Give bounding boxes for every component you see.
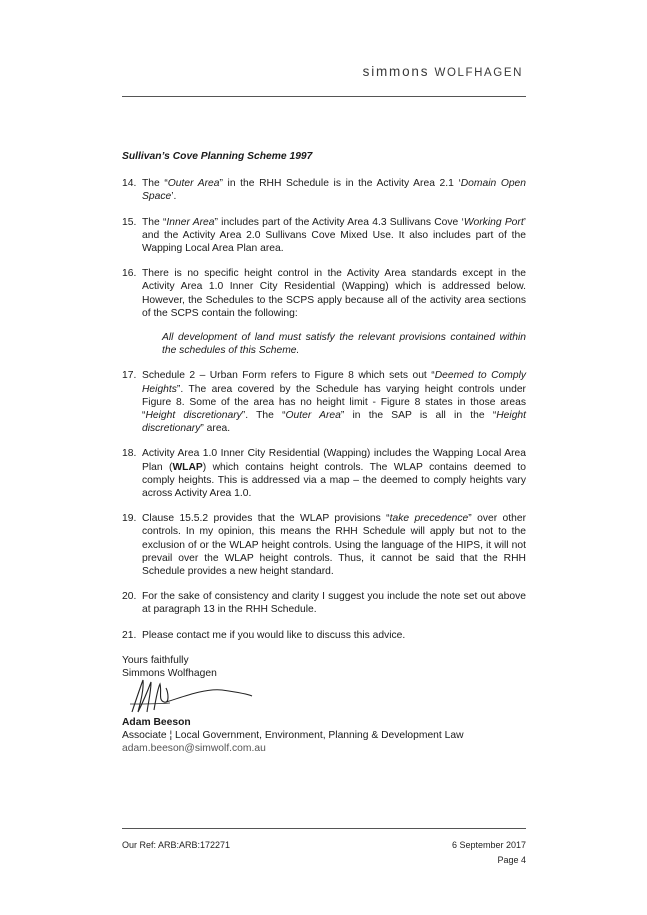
paragraph-text: [142, 369, 526, 435]
numbered-paragraph: [122, 590, 526, 616]
text-run: Domain Open Space: [142, 178, 527, 203]
paragraph-number: 20.: [122, 591, 137, 603]
text-run: Working Port: [463, 216, 524, 228]
numbered-paragraph: [122, 629, 526, 642]
numbered-paragraph: [122, 177, 526, 203]
text-run: Activity Area 1.0 Inner City Residential (Wapping) includes the Wapping Local Area Plan (: [142, 448, 526, 473]
salutation: Yours faithfully: [122, 654, 189, 666]
text-run: Height discretionary: [142, 410, 527, 435]
paragraph-text: [142, 629, 526, 642]
signatory-email: adam.beeson@simwolf.com.au: [122, 742, 266, 754]
signatory-title: Associate ¦ Local Government, Environment, Planning & Development Law: [122, 729, 464, 741]
letter-body: [122, 150, 526, 755]
letterhead-part1: simmons: [362, 64, 430, 79]
header-rule: [122, 96, 526, 97]
text-run: The “: [142, 178, 168, 190]
numbered-paragraph: [122, 369, 526, 435]
text-run: ’.: [171, 191, 177, 203]
our-reference: Our Ref: ARB:ARB:172271: [122, 840, 231, 850]
numbered-paragraph: [122, 447, 526, 500]
text-run: For the sake of consistency and clarity I suggest you include the note set out above at paragraph 13 in the RHH Schedule.: [142, 591, 526, 616]
text-run: Clause 15.5.2 provides that the WLAP provisions “: [142, 513, 390, 525]
text-run: Height discretionary: [145, 410, 242, 422]
section-heading: Sullivan’s Cove Planning Scheme 1997: [122, 151, 313, 162]
text-run: There is no specific height control in the Activity Area standards except in the Activity Area 1.0 Inner City Residential (Wapping) which is addressed below. However, the Schedules to the SCPS apply because all of the activity area sections of the SCPS contain the following:: [142, 268, 526, 319]
numbered-paragraph: [122, 512, 526, 578]
letter-date: 6 September 2017: [451, 840, 526, 850]
numbered-paragraph: [122, 267, 526, 357]
paragraph-text: [142, 512, 526, 578]
paragraph-number: 21.: [122, 629, 137, 641]
footer-rule: [122, 828, 526, 829]
text-run: WLAP: [172, 461, 203, 473]
paragraph-number: 18.: [122, 448, 137, 460]
signatory-name: Adam Beeson: [122, 716, 191, 728]
paragraph-list: [122, 177, 526, 642]
paragraph-text: [142, 447, 526, 500]
paragraph-number: 19.: [122, 513, 137, 525]
text-run: take precedence: [389, 513, 469, 525]
signature-graphic: [124, 674, 254, 718]
text-run: ” includes part of the Activity Area 4.3 Sullivans Cove ‘: [214, 216, 464, 228]
text-run: Outer Area: [167, 178, 220, 190]
text-run: ’ and the Activity Area 2.0 Sullivans Cove Mixed Use. It also includes part of the Wapping Local Area Plan area.: [142, 216, 526, 255]
text-run: ” area.: [200, 423, 231, 435]
text-run: Outer Area: [285, 410, 341, 422]
text-run: ”. The area covered by the Schedule has varying height controls under Figure 8. Some of the area has no height limit - Figure 8 states in those areas “: [142, 383, 526, 422]
text-run: The “: [142, 216, 167, 228]
letterhead-part2: WOLFHAGEN: [434, 67, 523, 79]
letterhead-logo: [363, 64, 523, 79]
signature: [124, 680, 526, 716]
text-run: Deemed to Comply Heights: [142, 370, 527, 395]
paragraph-number: 15.: [122, 216, 137, 228]
paragraph-text: [142, 216, 526, 256]
paragraph-number: 17.: [122, 370, 137, 382]
text-run: Schedule 2 – Urban Form refers to Figure 8 which sets out “: [142, 370, 435, 382]
paragraph-number: 16.: [122, 268, 137, 280]
paragraph-number: 14.: [122, 178, 137, 190]
paragraph-text: [142, 590, 526, 616]
text-run: ” over other controls. In my opinion, this means the RHH Schedule will apply but not to the exclusion of or the WLAP height controls. Using the language of the HIPS, it will not prevail over the WLAP height controls. Thus, it cannot be said that the RHH Schedule provides a new height standard.: [142, 513, 526, 578]
quoted-provision: All development of land must satisfy the relevant provisions contained within the schedules of this Scheme.: [162, 332, 526, 357]
text-run: ” in the SAP is all in the “: [340, 410, 497, 422]
paragraph-text: [142, 177, 526, 203]
page-number: Page 4: [497, 855, 526, 865]
firm-name: Simmons Wolfhagen: [122, 667, 217, 679]
numbered-paragraph: [122, 216, 526, 256]
text-run: Please contact me if you would like to discuss this advice.: [142, 629, 406, 641]
text-run: ) which contains height controls. The WLAP contains deemed to comply heights. This is addressed via a map – the deemed to comply heights vary across Activity Area 1.0.: [142, 461, 527, 500]
text-run: ”. The “: [241, 410, 286, 422]
text-run: Inner Area: [166, 216, 215, 228]
closing-block: [122, 654, 526, 755]
paragraph-text: [142, 267, 526, 320]
text-run: ” in the RHH Schedule is in the Activity Area 2.1 ‘: [219, 178, 461, 190]
